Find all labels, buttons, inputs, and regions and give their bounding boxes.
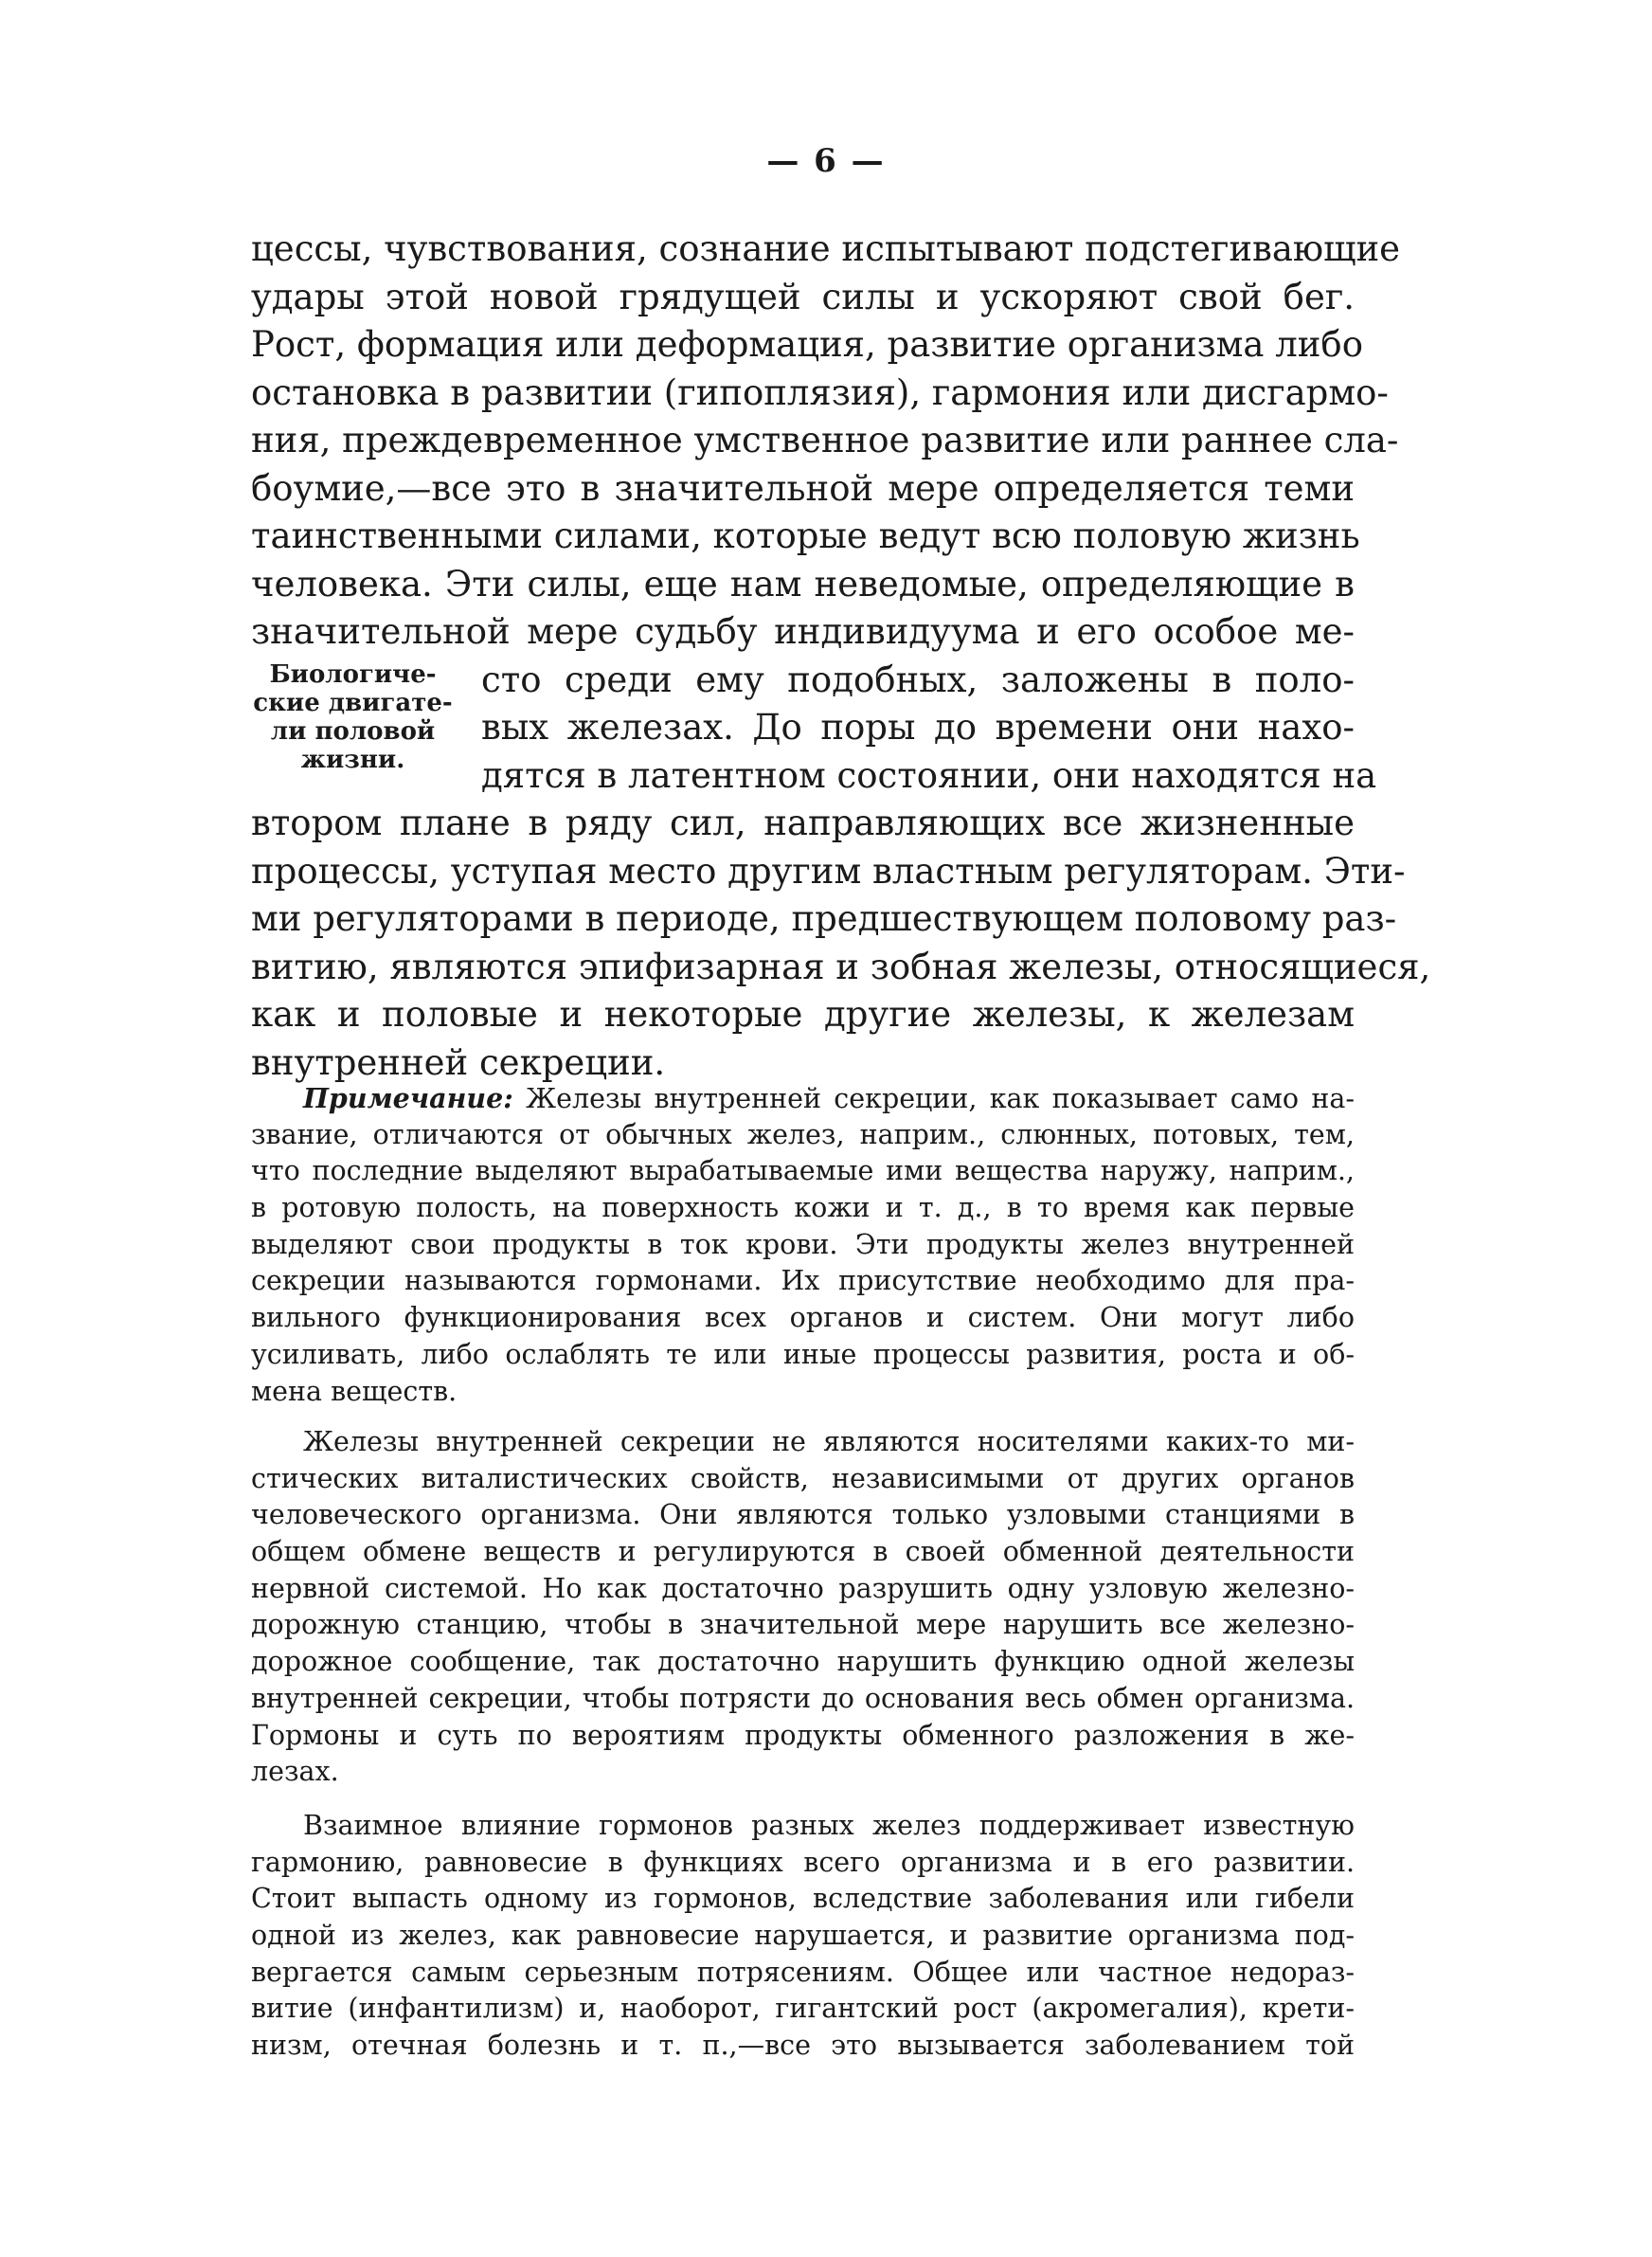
- margin-note-line: ские двигате-: [253, 688, 453, 717]
- text-line: вергается самым серьезным потрясениям. Общее или частное недораз-: [251, 1956, 1355, 1988]
- margin-note: [251, 660, 455, 774]
- text-line: вых железах. До поры до времени они нахо-: [481, 707, 1355, 748]
- main-paragraph: [251, 226, 1431, 1087]
- text-line: человеческого организма. Они являются только узловыми станциями в: [251, 1499, 1355, 1531]
- text-line: удары этой новой грядущей силы и ускоряют свой бег.: [251, 276, 1355, 317]
- text-line: мена веществ.: [251, 1375, 458, 1407]
- text-line: Гормоны и суть по вероятиям продукты обменного разложения в же-: [251, 1719, 1355, 1751]
- text-line: стических виталистических свойств, независимыми от других органов: [251, 1462, 1355, 1494]
- text-line: остановка в развитии (гипоплязия), гармония или дисгармо-: [251, 371, 1389, 413]
- text-line: низм, отечная болезнь и т. п.,—все это вызывается заболеванием той: [251, 2030, 1355, 2062]
- margin-note-line: жизни.: [300, 745, 405, 774]
- text-line: Стоит выпасть одному из гормонов, вследствие заболевания или гибели: [251, 1883, 1355, 1915]
- text-line: витию, являются эпифизарная и зобная железы, относящиеся,: [251, 946, 1431, 987]
- text-line: ми регуляторами в периоде, предшествующем половому раз-: [251, 898, 1397, 939]
- text-line: дорожную станцию, чтобы в значительной мере нарушить все железно-: [251, 1609, 1355, 1641]
- paragraph-3: [251, 1808, 1355, 2065]
- text-line: в ротовую полость, на поверхность кожи и т. д., в то время как первые: [251, 1192, 1355, 1224]
- text-line: таинственными силами, которые ведут всю половую жизнь: [251, 515, 1360, 556]
- text-line: лезах.: [251, 1756, 339, 1788]
- text-line: секреции называются гормонами. Их присутствие необходимо для пра-: [251, 1265, 1355, 1297]
- text-line: цессы, чувствования, сознание испытывают подстегивающие: [251, 228, 1401, 269]
- text-line: звание, отличаются от обычных желез, наприм., слюнных, потовых, тем,: [251, 1118, 1355, 1150]
- text-line: витие (инфантилизм) и, наоборот, гигантский рост (акромегалия), крети-: [251, 1993, 1355, 2025]
- text-line: внутренней секреции, чтобы потрясти до основания весь обмен организма.: [251, 1682, 1355, 1714]
- text-line: гармонию, равновесие в функциях всего организма и в его развитии.: [251, 1846, 1355, 1878]
- margin-note-block: [251, 657, 1377, 801]
- paragraph-2: [251, 1424, 1355, 1791]
- note-first-line: [251, 1080, 1355, 1117]
- page-number: — 6 —: [766, 142, 886, 180]
- text-line: вильного функционирования всех органов и систем. Они могут либо: [251, 1302, 1355, 1334]
- text-line: нервной системой. Но как достаточно разрушить одну узловую железно-: [251, 1572, 1355, 1604]
- text-line: Рост, формация или деформация, развитие организма либо: [251, 324, 1363, 365]
- text-line: общем обмене веществ и регулируются в своей обменной деятельности: [251, 1536, 1355, 1568]
- text-line: выделяют свои продукты в ток крови. Эти продукты желез внутренней: [251, 1228, 1355, 1260]
- text-line: дятся в латентном состоянии, они находятся на: [481, 754, 1377, 796]
- text-line: Взаимное влияние гормонов разных желез поддерживает известную: [303, 1810, 1355, 1841]
- text-line: Железы внутренней секреции не являются носителями каких-то ми-: [303, 1426, 1355, 1457]
- text-line: значительной мере судьбу индивидуума и его особое ме-: [251, 611, 1355, 652]
- margin-note-line: Биологиче-: [269, 659, 437, 689]
- text-line: процессы, уступая место другим властным регуляторам. Эти-: [251, 850, 1406, 892]
- text-line: ния, преждевременное умственное развитие или раннее сла-: [251, 420, 1399, 460]
- note-text: Железы внутренней секреции, как показывает само на-: [512, 1083, 1355, 1114]
- note-label: Примечание:: [303, 1082, 513, 1114]
- text-line: дорожное сообщение, так достаточно нарушить функцию одной железы: [251, 1646, 1355, 1678]
- note-paragraph: [251, 1080, 1355, 1410]
- margin-note-line: ли половой: [270, 716, 436, 746]
- text-line: человека. Эти силы, еще нам неведомые, определяющие в: [251, 563, 1355, 605]
- text-line: усиливать, либо ослаблять те или иные процессы развития, роста и об-: [251, 1338, 1355, 1370]
- text-line: одной из желез, как равновесие нарушается, и развитие организма под-: [251, 1920, 1355, 1952]
- text-line: боумие,—все это в значительной мере определяется теми: [251, 467, 1355, 509]
- text-line: сто среди ему подобных, заложены в поло-: [481, 659, 1355, 700]
- text-line: внутренней секреции.: [251, 1041, 666, 1083]
- text-line: втором плане в ряду сил, направляющих все жизненные: [251, 803, 1355, 843]
- text-line: как и половые и некоторые другие железы, к железам: [251, 994, 1355, 1035]
- text-line: что последние выделяют вырабатываемые ими вещества наружу, наприм.,: [251, 1155, 1355, 1187]
